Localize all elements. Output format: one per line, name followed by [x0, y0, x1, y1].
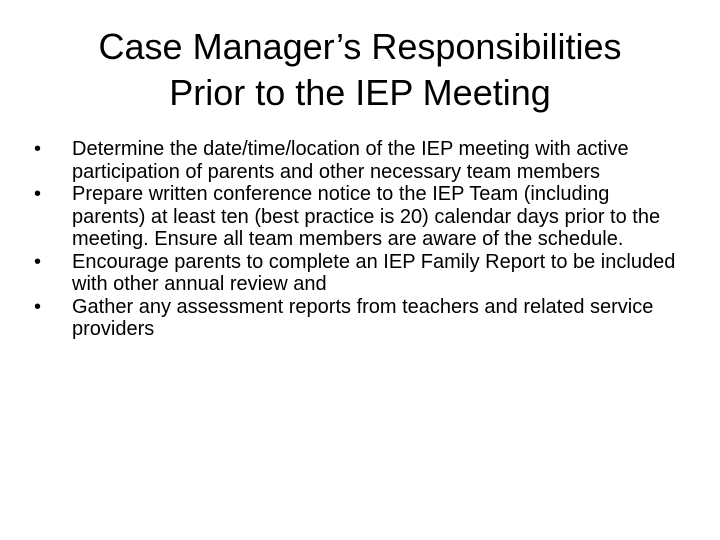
bullet-item — [34, 296, 684, 341]
bullet-dot-icon: • — [34, 183, 42, 205]
bullet-text: Gather any assessment reports from teachers and related service providers — [72, 295, 654, 340]
bullet-dot-icon: • — [34, 250, 42, 273]
bullet-text: Encourage parents to complete an IEP Family Report to be included with other annual review and — [72, 250, 676, 295]
slide-title-line-1: Case Manager’s Responsibilities — [98, 26, 622, 67]
bullet-item — [34, 251, 684, 296]
bullet-item — [34, 138, 684, 183]
slide-title — [40, 24, 680, 116]
bullet-text: Prepare written conference notice to the IEP Team (including parents) at least ten (best practice is 20) calendar days prior to the meeting. Ensure all team members are aware of the schedule. — [72, 183, 661, 250]
bullet-dot-icon: • — [34, 138, 42, 160]
bullet-text: Determine the date/time/location of the IEP meeting with active participation of parents and other necessary team members — [72, 138, 629, 183]
bullet-item — [34, 183, 684, 251]
bullet-list — [34, 138, 684, 341]
slide-title-line-2: Prior to the IEP Meeting — [169, 72, 551, 113]
bullet-dot-icon: • — [34, 295, 42, 318]
